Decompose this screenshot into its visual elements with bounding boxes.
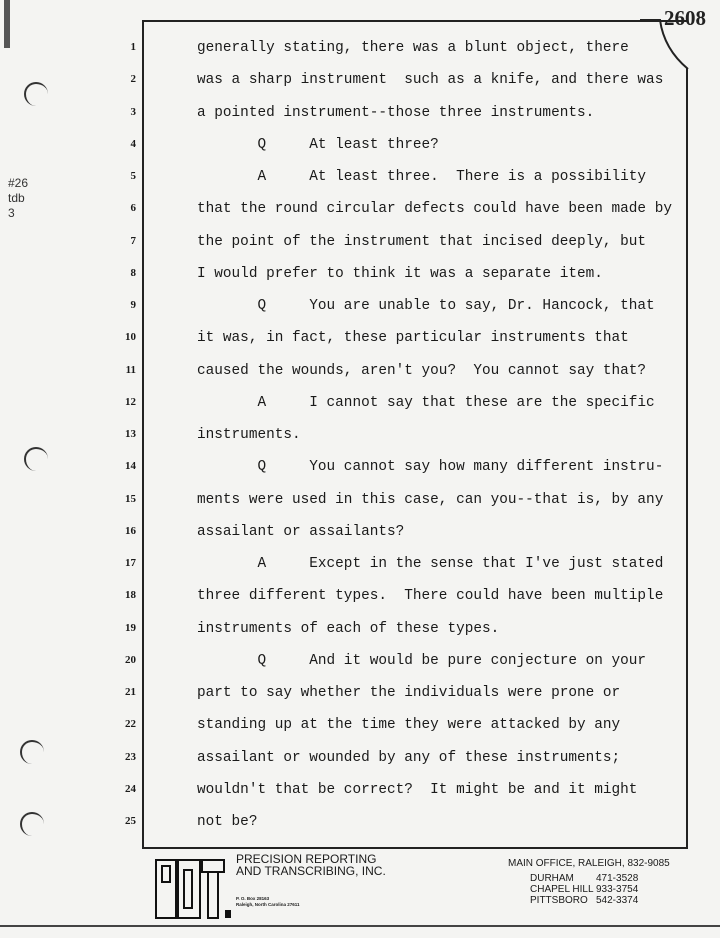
margin-note-line: tdb	[8, 191, 25, 205]
line-number: 8	[130, 266, 136, 279]
transcript-frame-right	[686, 68, 688, 847]
transcript-line: three different types. There could have been multiple	[197, 588, 664, 605]
punch-hole-icon	[24, 82, 48, 106]
margin-note	[8, 176, 28, 221]
transcript-line: Q You are unable to say, Dr. Hancock, that	[197, 298, 655, 314]
line-number: 25	[125, 815, 136, 827]
line-number: 20	[125, 653, 136, 666]
office-city: PITTSBORO	[530, 895, 588, 906]
main-office: MAIN OFFICE, RALEIGH, 832-9085	[508, 858, 670, 869]
transcript-line: a pointed instrument--those three instruments.	[197, 104, 595, 121]
line-number: 11	[125, 363, 136, 376]
transcript-line: I would prefer to think it was a separate item.	[197, 265, 603, 282]
line-number: 19	[125, 621, 136, 634]
line-number: 21	[125, 686, 136, 698]
office-phone: 933-3754	[596, 884, 639, 895]
line-number: 9	[130, 299, 136, 311]
line-number: 5	[130, 170, 136, 182]
line-number: 7	[130, 234, 136, 247]
transcript-line: standing up at the time they were attacked by any	[197, 717, 621, 734]
line-number: 13	[125, 428, 136, 440]
line-number: 10	[125, 331, 136, 344]
line-number: 17	[125, 557, 136, 569]
transcript-line: generally stating, there was a blunt object, there	[197, 40, 629, 56]
company-name	[236, 853, 386, 877]
line-number: 22	[125, 718, 136, 731]
page-bottom-edge	[0, 925, 720, 927]
line-number: 18	[125, 589, 136, 602]
company-address	[236, 896, 300, 908]
margin-note-line: 3	[8, 206, 15, 220]
transcript-line: wouldn't that be correct? It might be and it might	[197, 781, 638, 798]
line-number: 15	[125, 492, 136, 505]
line-number: 24	[125, 782, 136, 795]
office-phone: 471-3528	[596, 873, 639, 884]
company-line: PRECISION REPORTING	[236, 852, 377, 866]
line-number: 1	[130, 41, 136, 53]
page-number: 2608	[664, 6, 706, 30]
office-city: DURHAM	[530, 873, 574, 884]
office-row	[530, 884, 638, 895]
footer	[0, 848, 720, 928]
transcript-line: ments were used in this case, can you--that is, by any	[197, 491, 664, 508]
transcript-line: part to say whether the individuals were prone or	[197, 685, 621, 701]
line-number: 2	[130, 73, 136, 86]
transcript-line: was a sharp instrument such as a knife, and there was	[197, 72, 664, 89]
office-row	[530, 895, 638, 906]
transcript-line: A At least three. There is a possibility	[197, 169, 647, 185]
line-number: 12	[125, 395, 136, 408]
transcript-line: caused the wounds, aren't you? You cannot say that?	[197, 362, 647, 379]
transcript-line: assailant or assailants?	[197, 523, 405, 540]
office-city: CHAPEL HILL	[530, 884, 594, 895]
transcript-line: instruments.	[197, 427, 301, 443]
line-number: 23	[125, 750, 136, 763]
address-line: Raleigh, North Carolina 27611	[236, 902, 300, 907]
transcript-line: the point of the instrument that incised deeply, but	[197, 233, 647, 250]
punch-hole-icon	[24, 447, 48, 471]
transcript-line: Q And it would be pure conjecture on your	[197, 652, 647, 669]
pt-logo	[154, 856, 232, 922]
transcript-line: assailant or wounded by any of these instruments;	[197, 749, 621, 766]
line-number: 3	[130, 105, 136, 118]
transcript-line: A I cannot say that these are the specific	[197, 394, 655, 411]
office-list	[530, 873, 638, 906]
margin-note-line: #26	[8, 176, 29, 190]
transcript-line: instruments of each of these types.	[197, 620, 500, 637]
office-row	[530, 873, 638, 884]
transcript-line: that the round circular defects could have been made by	[197, 201, 672, 218]
transcript-line: it was, in fact, these particular instruments that	[197, 330, 629, 347]
line-number: 6	[130, 202, 136, 215]
scan-edge	[4, 0, 10, 48]
transcript-line: Q You cannot say how many different instru-	[197, 459, 664, 476]
transcript-line: not be?	[197, 814, 258, 830]
punch-hole-icon	[20, 812, 44, 836]
line-number: 4	[130, 137, 136, 150]
transcript-line: Q At least three?	[197, 136, 439, 153]
address-line: P. O. Box 28163	[236, 896, 270, 901]
company-line: AND TRANSCRIBING, INC.	[236, 864, 386, 878]
office-phone: 542-3374	[596, 895, 639, 906]
punch-hole-icon	[20, 740, 44, 764]
line-number: 16	[125, 524, 136, 537]
line-number: 14	[125, 460, 136, 473]
transcript-line: A Except in the sense that I've just stated	[197, 556, 664, 572]
